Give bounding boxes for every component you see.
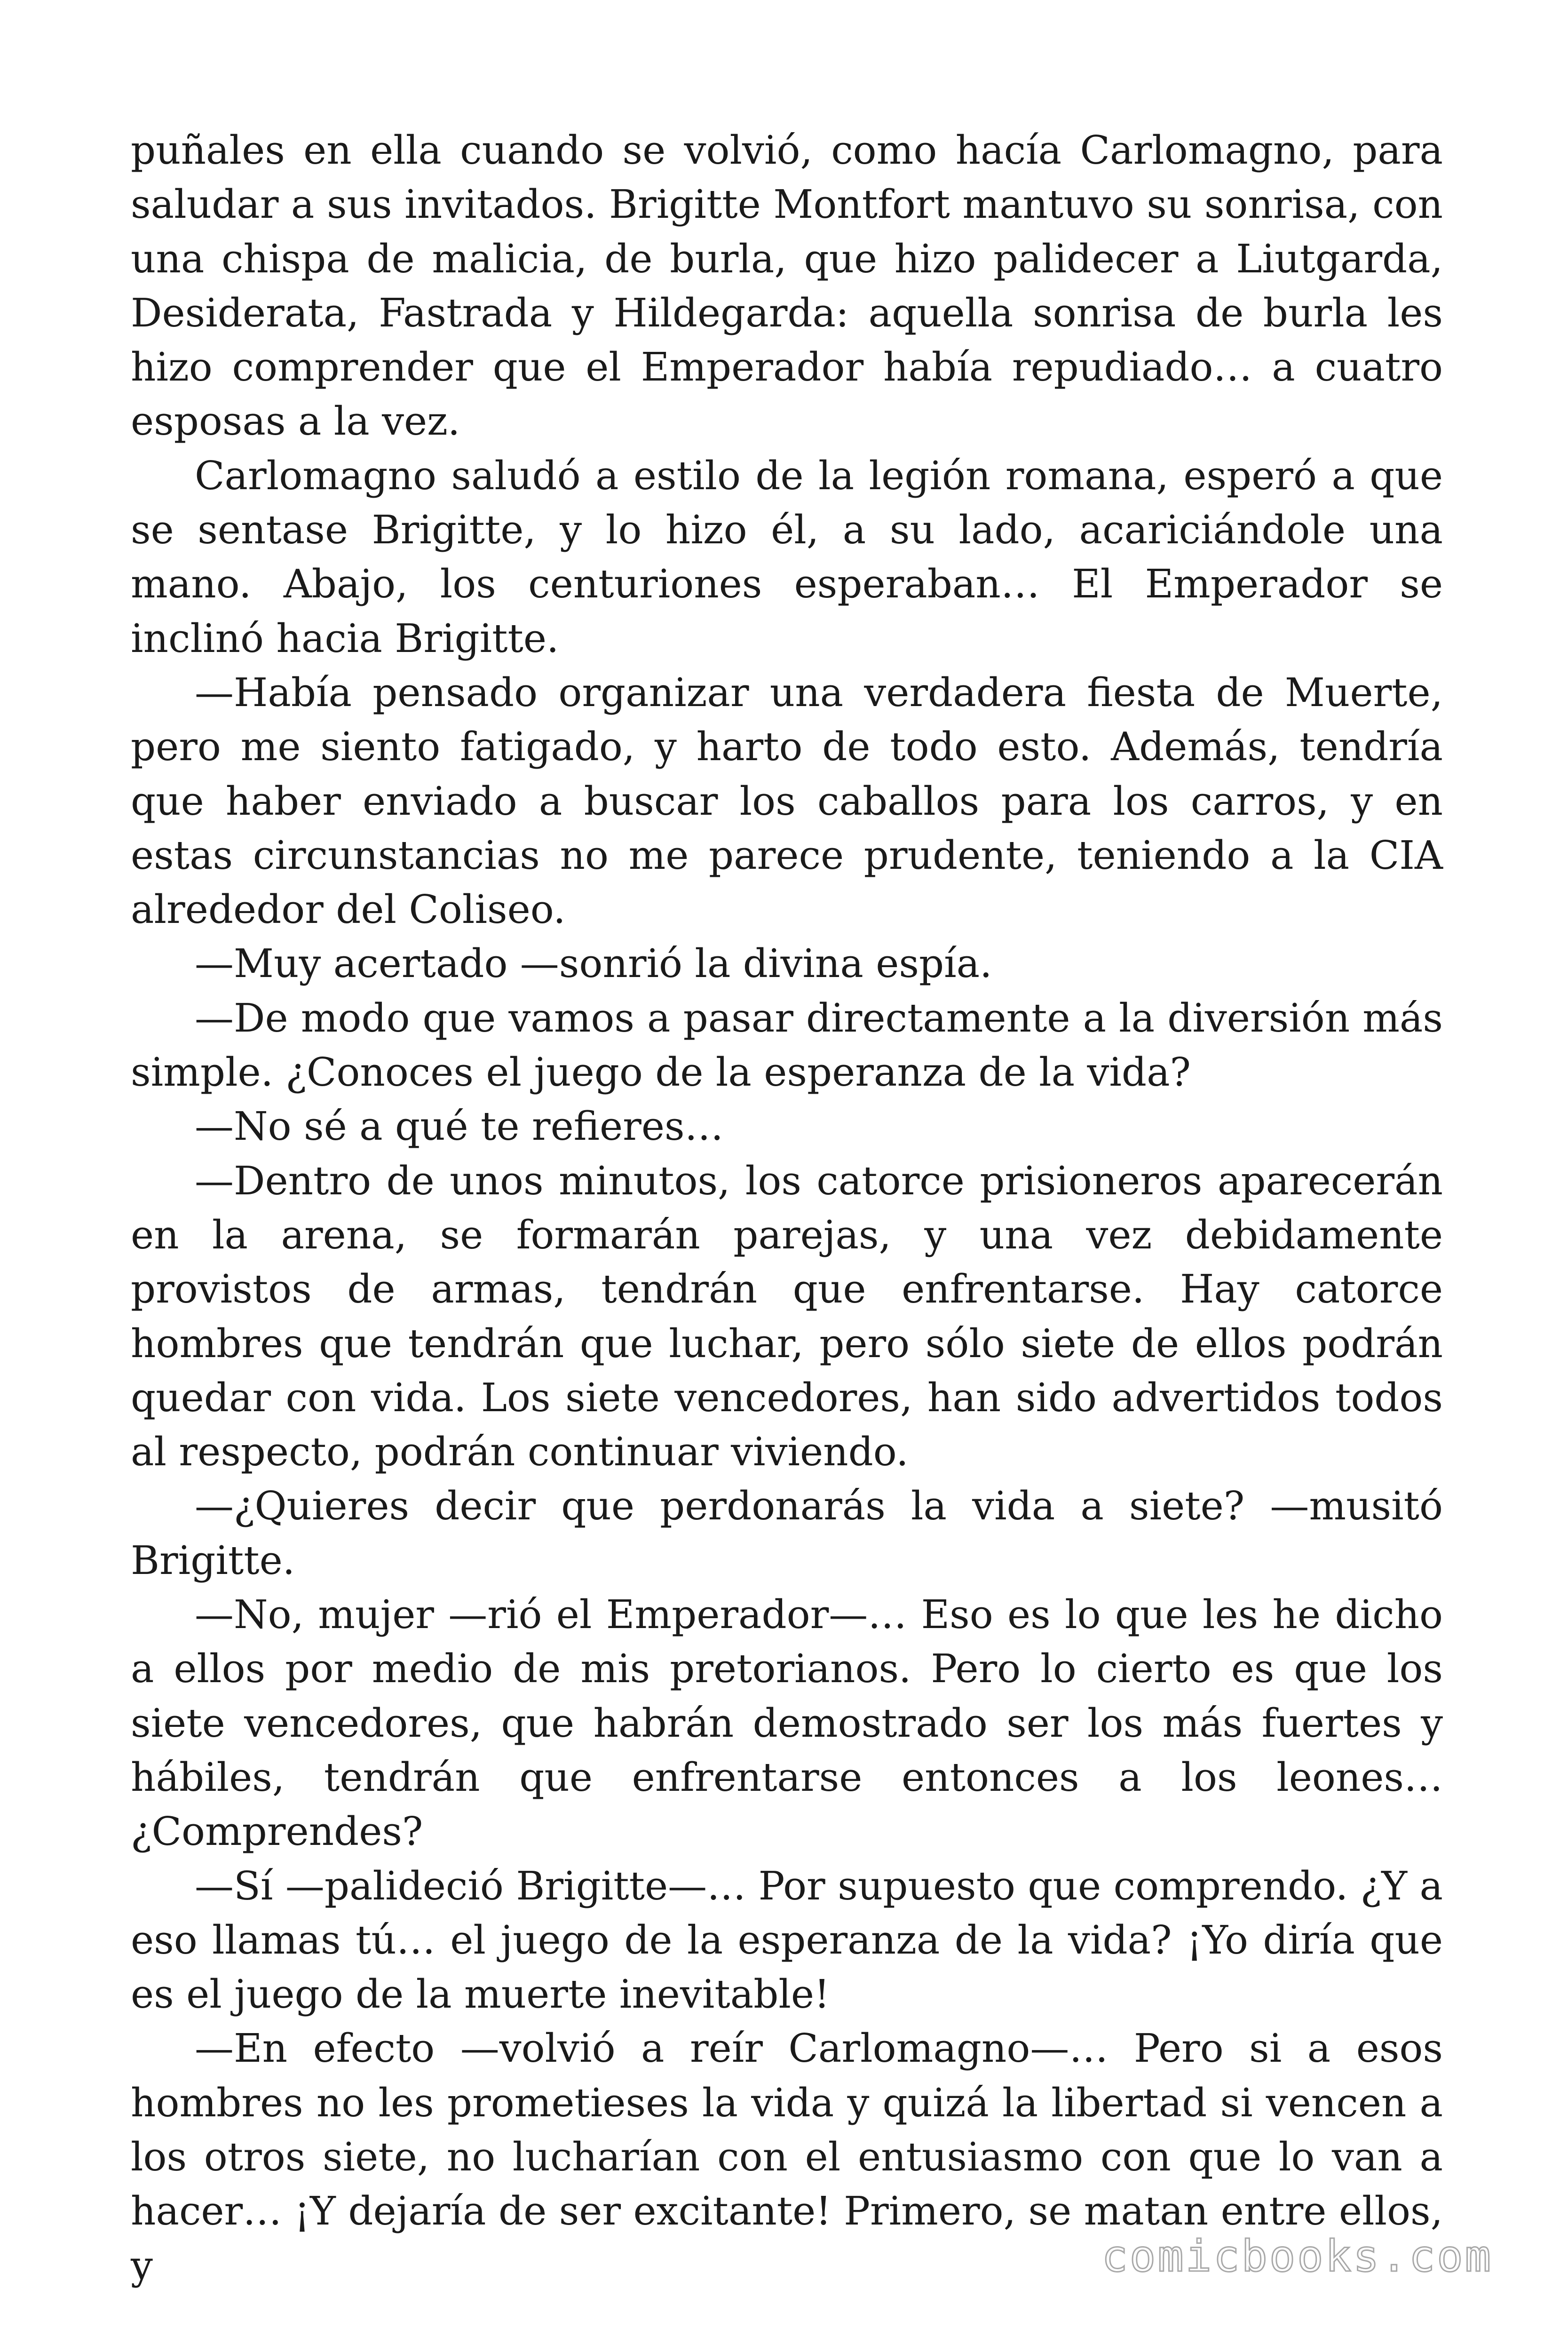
paragraph: —No sé a qué te refieres… — [195, 1104, 724, 1150]
paragraph: —Dentro de unos minutos, los catorce prisioneros aparecerán en la arena, se formarán parejas, y una vez debidamente provistos de armas, tendrán que enfrentarse. Hay catorce hombres que tendrán que luchar, pero sólo siete de ellos podrán quedar con vida. Los siete vencedores, han sido advertidos todos al respecto, podrán continuar viviendo. — [131, 1158, 1443, 1475]
paragraph: —De modo que vamos a pasar directamente a la diversión más simple. ¿Conoces el juego de la esperanza de la vida? — [131, 995, 1443, 1096]
watermark: comicbooks.com — [1101, 2231, 1493, 2281]
paragraph: —Muy acertado —sonrió la divina espía. — [195, 941, 992, 987]
page-body — [131, 123, 1443, 2293]
paragraph: —Había pensado organizar una verdadera fiesta de Muerte, pero me siento fatigado, y harto de todo esto. Además, tendría que haber enviado a buscar los caballos para los carros, y en estas circunstancias no me parece prudente, teniendo a la CIA alrededor del Coliseo. — [131, 669, 1443, 933]
paragraph: Carlomagno saludó a estilo de la legión romana, esperó a que se sentase Brigitte, y lo hizo él, a su lado, acariciándole una mano. Abajo, los centuriones esperaban… El Emperador se inclinó hacia Brigitte. — [131, 453, 1443, 661]
paragraph: —En efecto —volvió a reír Carlomagno—… Pero si a esos hombres no les prometieses la vida y quizá la libertad si vencen a los otros siete, no lucharían con el entusiasmo con que lo van a hacer… ¡Y dejaría de ser excitante! Primero, se matan entre ellos, y — [131, 2026, 1443, 2288]
paragraph: puñales en ella cuando se volvió, como hacía Carlomagno, para saludar a sus invitados. Brigitte Montfort mantuvo su sonrisa, con una chispa de malicia, de burla, que hizo palidecer a Liutgarda, Desiderata, Fastrada y Hildegarda: aquella sonrisa de burla les hizo comprender que el Emperador había repudiado… a cuatro esposas a la vez. — [131, 127, 1443, 445]
paragraph: —No, mujer —rió el Emperador—… Eso es lo que les he dicho a ellos por medio de mis pretorianos. Pero lo cierto es que los siete vencedores, que habrán demostrado ser los más fuertes y hábiles, tendrán que enfrentarse entonces a los leones… ¿Comprendes? — [131, 1592, 1443, 1855]
paragraph: —¿Quieres decir que perdonarás la vida a siete? —musitó Brigitte. — [131, 1483, 1443, 1583]
paragraph: —Sí —palideció Brigitte—… Por supuesto que comprendo. ¿Y a eso llamas tú… el juego de la esperanza de la vida? ¡Yo diría que es el juego de la muerte inevitable! — [131, 1863, 1443, 2018]
